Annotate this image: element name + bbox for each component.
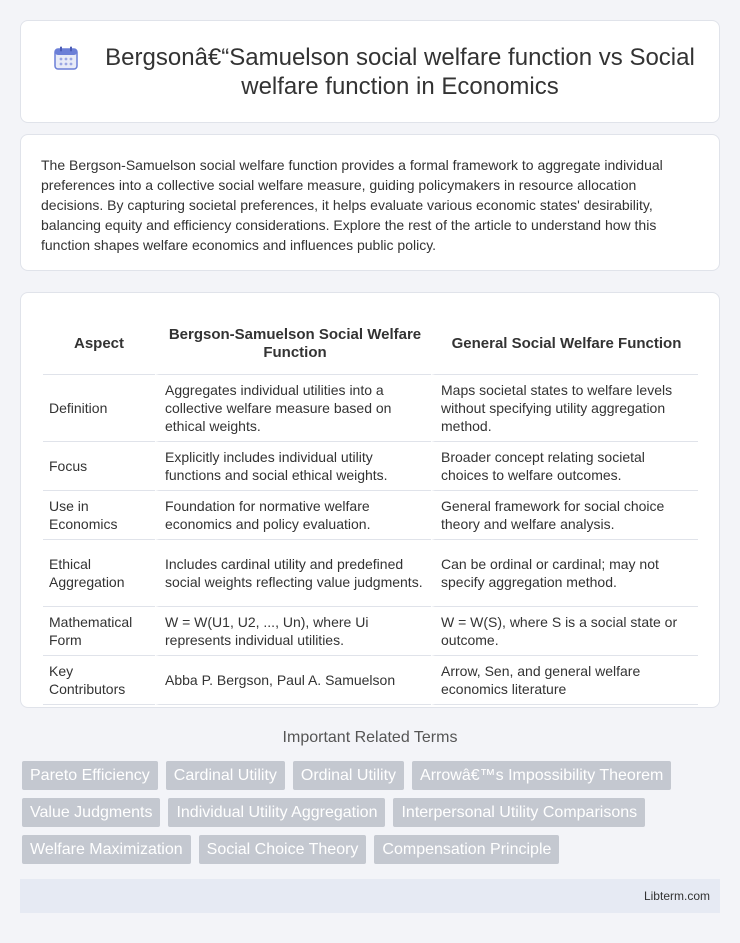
tag-interpersonal-utility-comparisons[interactable]: Interpersonal Utility Comparisons bbox=[393, 798, 645, 827]
row-aspect: Key Contributors bbox=[43, 656, 155, 705]
row-bergson-samuelson: Aggregates individual utilities into a collective welfare measure based on ethical weights. bbox=[155, 375, 431, 442]
tag-arrows-impossibility-theorem[interactable]: Arrowâ€™s Impossibility Theorem bbox=[412, 761, 671, 790]
row-general: Can be ordinal or cardinal; may not specify aggregation method. bbox=[431, 540, 698, 607]
row-general: General framework for social choice theory and welfare analysis. bbox=[431, 491, 698, 540]
tag-compensation-principle[interactable]: Compensation Principle bbox=[374, 835, 559, 864]
calendar-icon bbox=[53, 45, 79, 71]
row-aspect: Mathematical Form bbox=[43, 607, 155, 656]
footer bbox=[20, 879, 720, 913]
comparison-table bbox=[43, 313, 698, 705]
row-aspect: Definition bbox=[43, 375, 155, 442]
header-aspect: Aspect bbox=[43, 313, 155, 375]
tag-pareto-efficiency[interactable]: Pareto Efficiency bbox=[22, 761, 158, 790]
table-row bbox=[43, 540, 698, 607]
tag-cardinal-utility[interactable]: Cardinal Utility bbox=[166, 761, 285, 790]
table-header-row bbox=[43, 313, 698, 375]
row-aspect: Ethical Aggregation bbox=[43, 540, 155, 607]
row-bergson-samuelson: Abba P. Bergson, Paul A. Samuelson bbox=[155, 656, 431, 705]
row-bergson-samuelson: Foundation for normative welfare economics and policy evaluation. bbox=[155, 491, 431, 540]
table-row bbox=[43, 491, 698, 540]
row-bergson-samuelson: Includes cardinal utility and predefined social weights reflecting value judgments. bbox=[155, 540, 431, 607]
table-row bbox=[43, 656, 698, 705]
header-general: General Social Welfare Function bbox=[431, 313, 698, 375]
row-bergson-samuelson: Explicitly includes individual utility functions and social ethical weights. bbox=[155, 442, 431, 491]
row-general: Maps societal states to welfare levels without specifying utility aggregation method. bbox=[431, 375, 698, 442]
tag-ordinal-utility[interactable]: Ordinal Utility bbox=[293, 761, 404, 790]
page-title: Bergsonâ€“Samuelson social welfare function vs Social welfare function in Economics bbox=[105, 44, 695, 100]
row-aspect: Use in Economics bbox=[43, 491, 155, 540]
row-aspect: Focus bbox=[43, 442, 155, 491]
header-bergson-samuelson: Bergson-Samuelson Social Welfare Function bbox=[155, 313, 431, 375]
tag-value-judgments[interactable]: Value Judgments bbox=[22, 798, 160, 827]
table-row bbox=[43, 442, 698, 491]
row-bergson-samuelson: W = W(U1, U2, ..., Un), where Ui represents individual utilities. bbox=[155, 607, 431, 656]
comparison-card bbox=[20, 292, 720, 708]
related-terms-list bbox=[22, 761, 722, 872]
tag-social-choice-theory[interactable]: Social Choice Theory bbox=[199, 835, 367, 864]
tag-welfare-maximization[interactable]: Welfare Maximization bbox=[22, 835, 191, 864]
related-terms-heading: Important Related Terms bbox=[282, 729, 458, 746]
intro-paragraph: The Bergson-Samuelson social welfare function provides a formal framework to aggregate individual preferences into a collective social welfare measure, guiding policymakers in resource allocation decisions. By capturing societal preferences, it helps evaluate various economic states' desirability, balancing equity and efficiency considerations. Explore the rest of the article to understand how this function shapes welfare economics and influences public policy. bbox=[41, 157, 663, 253]
row-general: W = W(S), where S is a social state or outcome. bbox=[431, 607, 698, 656]
row-general: Arrow, Sen, and general welfare economics literature bbox=[431, 656, 698, 705]
row-general: Broader concept relating societal choices to welfare outcomes. bbox=[431, 442, 698, 491]
table-row bbox=[43, 375, 698, 442]
intro-card bbox=[20, 134, 720, 271]
table-row bbox=[43, 607, 698, 656]
tag-individual-utility-aggregation[interactable]: Individual Utility Aggregation bbox=[168, 798, 385, 827]
footer-brand-link[interactable]: Libterm.com bbox=[643, 889, 710, 903]
title-card bbox=[20, 20, 720, 123]
